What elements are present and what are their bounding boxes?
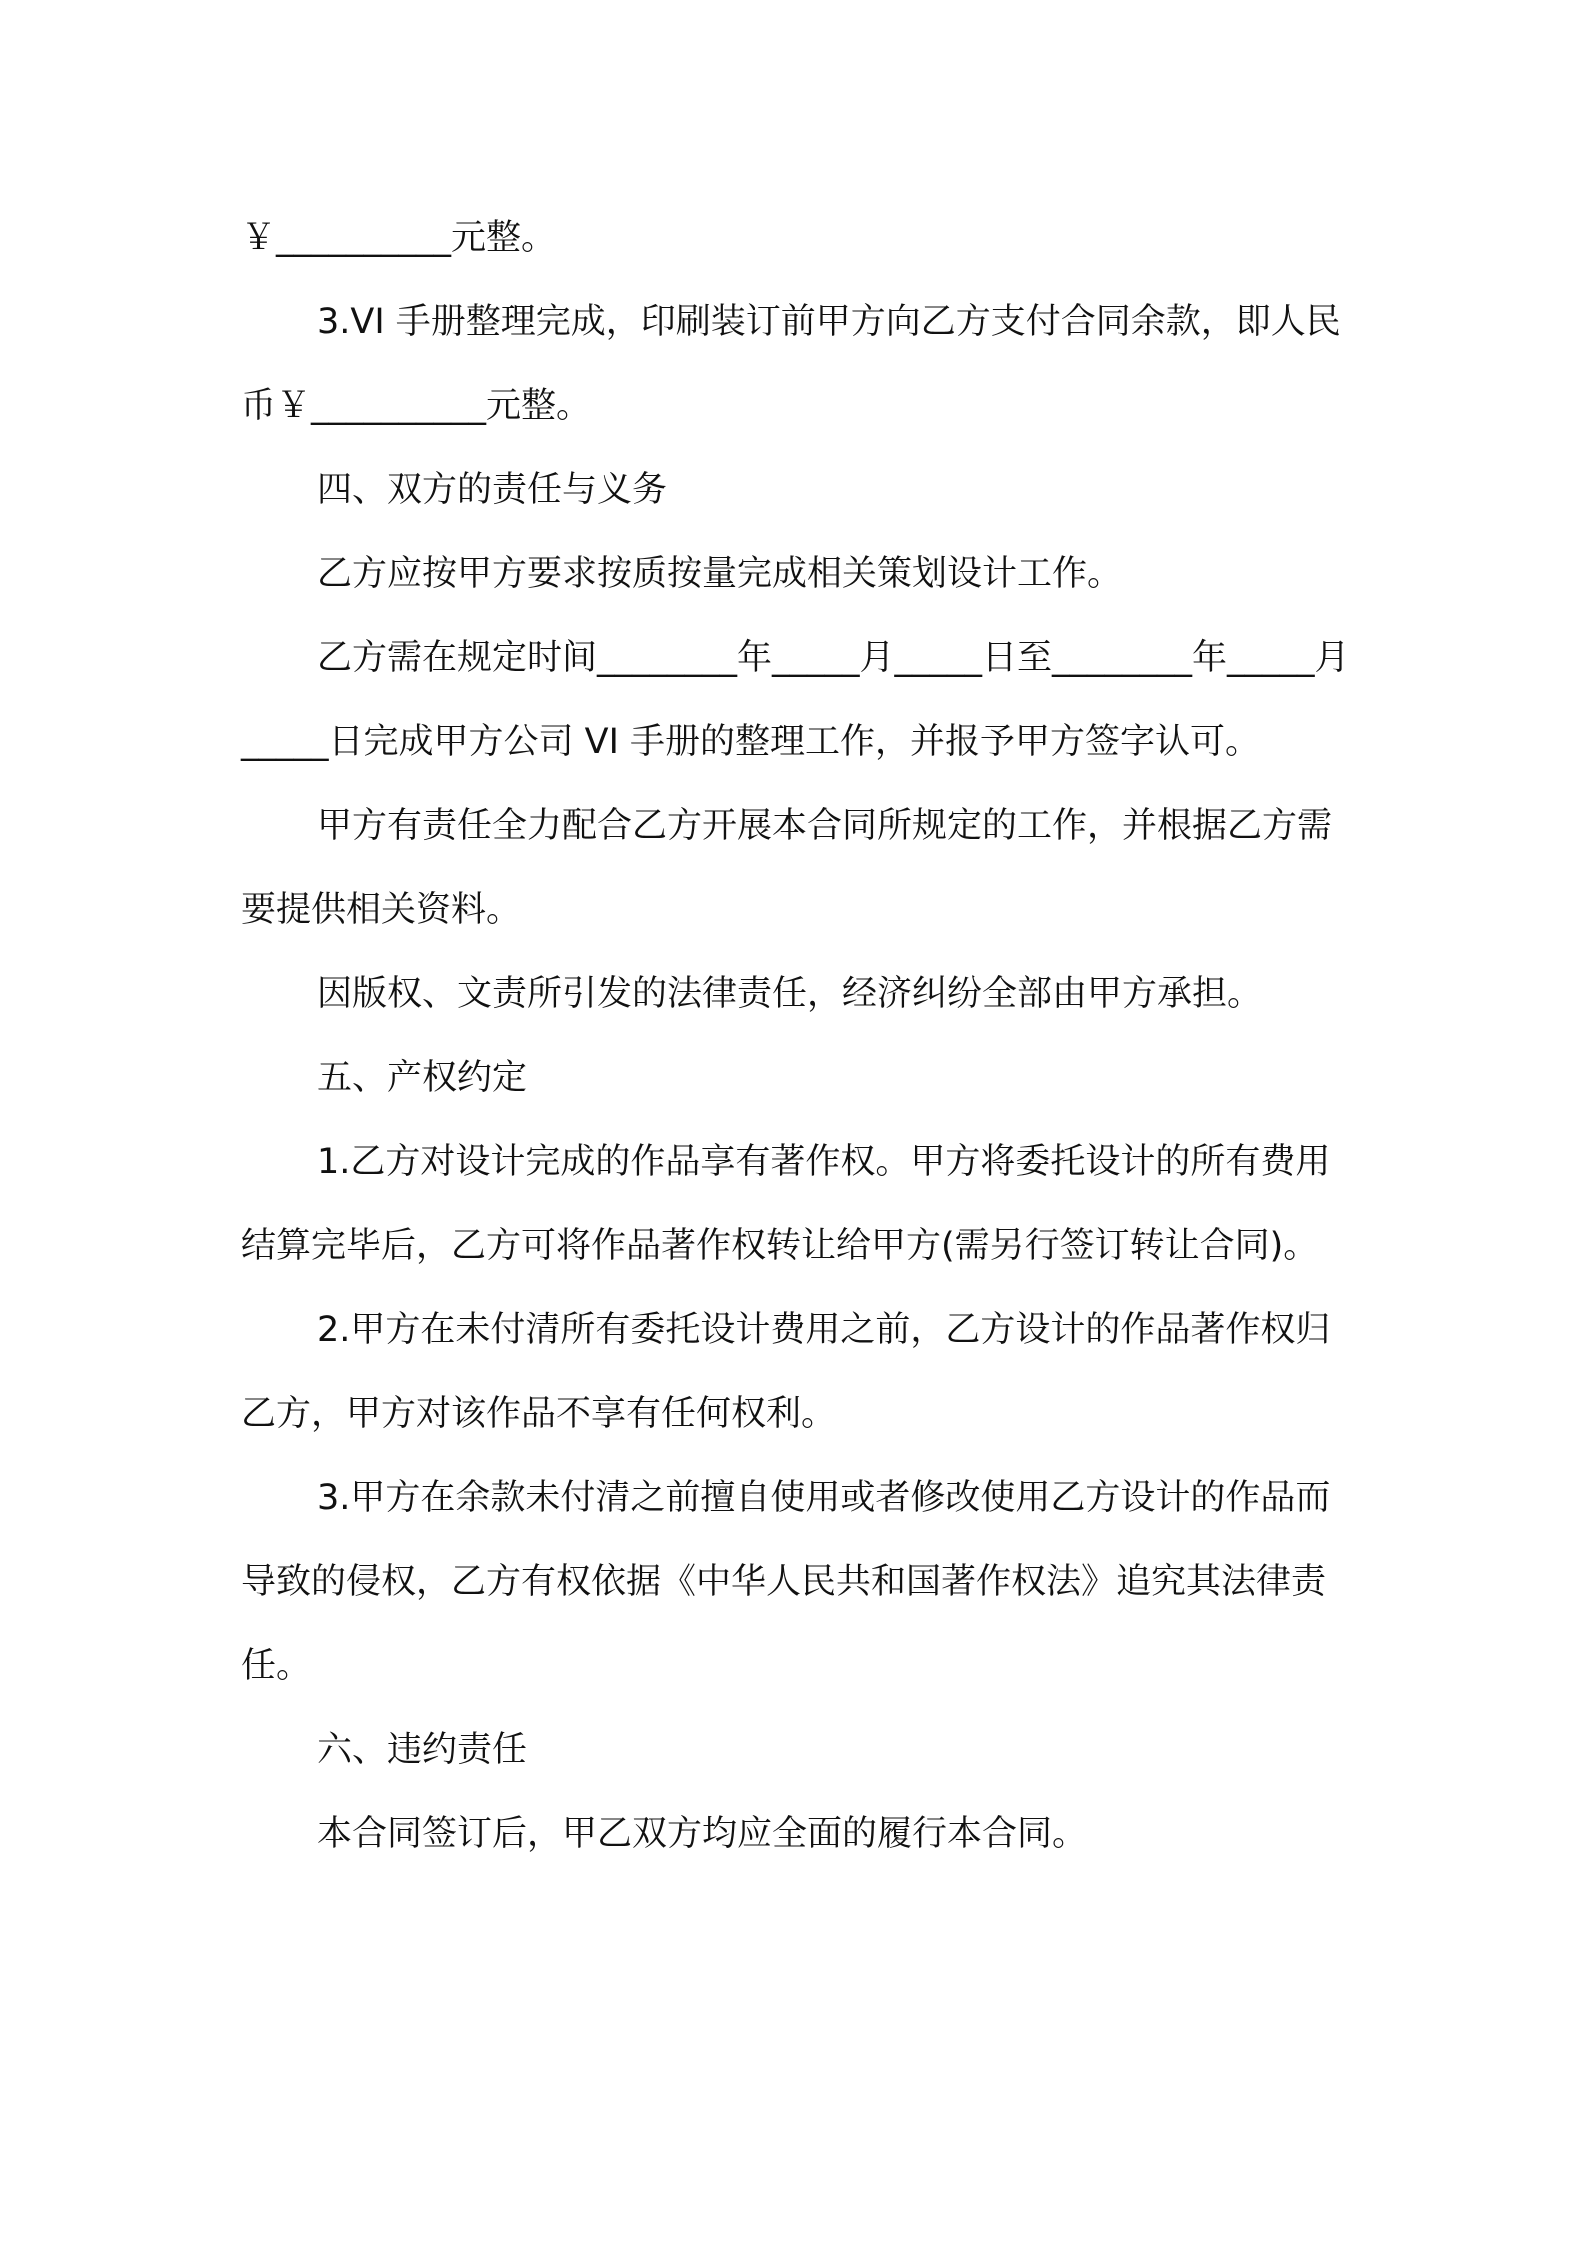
- paragraph-ownership-2: 2.甲方在未付清所有委托设计费用之前，乙方设计的作品著作权归乙方，甲方对该作品不享有任何权利。: [241, 1310, 1331, 1434]
- paragraph-breach-1: 本合同签订后，甲乙双方均应全面的履行本合同。: [317, 1814, 1088, 1854]
- section-heading-breach: 六、违约责任: [317, 1730, 528, 1770]
- paragraph-final-payment: 3.VI 手册整理完成，印刷装订前甲方向乙方支付合同余款，即人民币￥__________元整。: [241, 302, 1341, 426]
- section-heading-responsibilities: 四、双方的责任与义务: [317, 470, 668, 510]
- document-body: [241, 196, 1351, 1876]
- paragraph-payment-remainder-line: ￥__________元整。: [241, 218, 557, 258]
- paragraph-party-b-quality: 乙方应按甲方要求按质按量完成相关策划设计工作。: [317, 554, 1123, 594]
- paragraph-deadline: 乙方需在规定时间________年_____月_____日至________年_____月_____日完成甲方公司 VI 手册的整理工作，并报予甲方签字认可。: [241, 638, 1350, 762]
- paragraph-ownership-3: 3.甲方在余款未付清之前擅自使用或者修改使用乙方设计的作品而导致的侵权，乙方有权依据《中华人民共和国著作权法》追究其法律责任。: [241, 1478, 1331, 1686]
- paragraph-ownership-1: 1.乙方对设计完成的作品享有著作权。甲方将委托设计的所有费用结算完毕后，乙方可将作品著作权转让给甲方(需另行签订转让合同)。: [241, 1142, 1331, 1266]
- paragraph-copyright-liability: 因版权、文责所引发的法律责任，经济纠纷全部由甲方承担。: [317, 974, 1263, 1014]
- paragraph-party-a-cooperation: 甲方有责任全力配合乙方开展本合同所规定的工作，并根据乙方需要提供相关资料。: [241, 806, 1333, 930]
- section-heading-ownership: 五、产权约定: [317, 1058, 528, 1098]
